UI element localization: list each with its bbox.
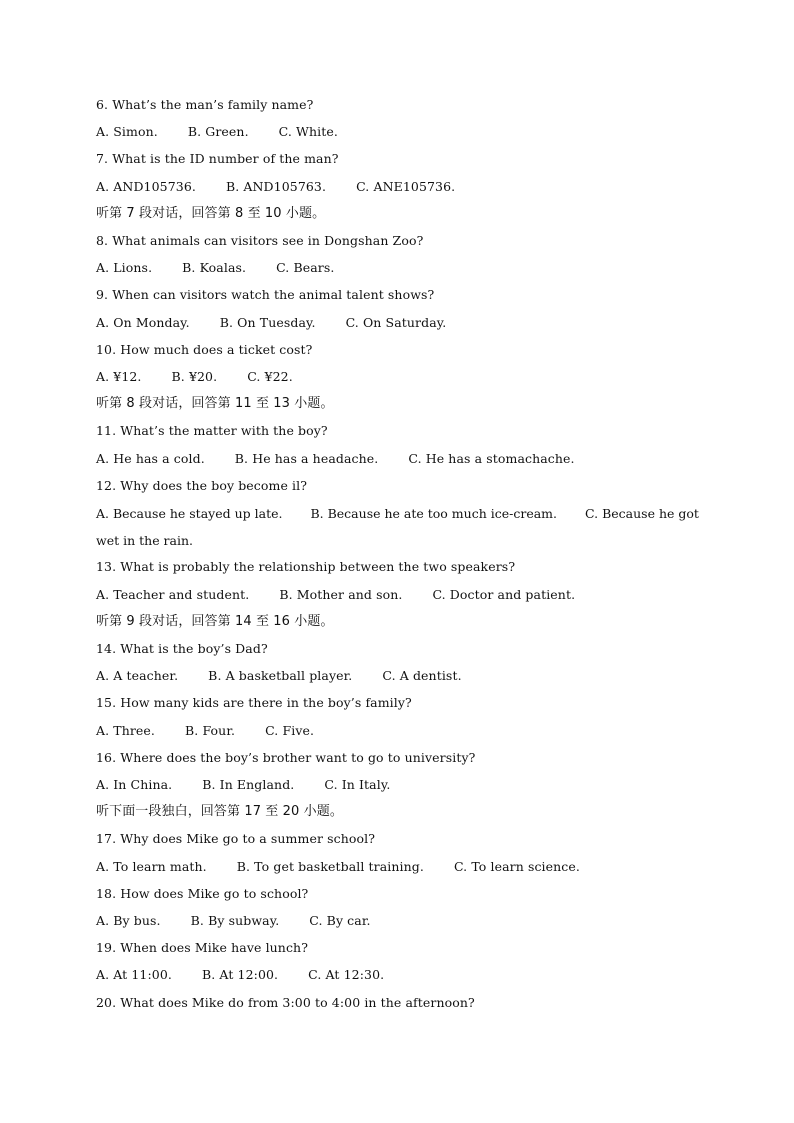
answer-options [96,122,706,142]
answer-options [96,449,706,469]
section-instruction: 听第 9 段对话，回答第 14 至 16 小题。 [96,613,334,629]
answer-option: A. Three. [96,722,156,738]
section-instruction: 听第 8 段对话，回答第 11 至 13 小题。 [96,396,334,412]
section-instruction: 听第 7 段对话，回答第 8 至 10 小题。 [96,205,326,221]
answer-option: B. Mother and son. [279,586,403,602]
answer-options [96,911,706,931]
answer-option: A. Lions. [96,260,153,276]
answer-options [96,585,706,605]
answer-option: B. Four. [185,722,236,738]
answer-option: A. At 11:00. [96,967,172,983]
answer-option: B. At 12:00. [201,967,279,983]
answer-option: A. To learn math. [96,858,207,874]
question: 20. What does Mike do from 3:00 to 4:00 in the afternoon? [96,994,475,1010]
answer-option: B. By subway. [190,913,280,928]
answer-option: A. ¥12. [96,369,142,384]
answer-options [96,721,706,741]
answer-option: A. He has a cold. [96,450,205,466]
answer-option: C. Because he got wet in the rain. [96,506,699,548]
answer-option: C. By car. [309,913,371,928]
answer-option: B. To get basketball training. [236,858,424,874]
question: 9. When can visitors watch the animal talent shows? [96,287,435,303]
answer-option: B. ¥20. [171,369,218,384]
answer-option: B. On Tuesday. [219,314,316,330]
answer-option: C. Doctor and patient. [432,586,576,602]
answer-option: A. Because he stayed up late. [96,506,283,521]
answer-options [96,367,706,387]
answer-option: A. On Monday. [96,314,190,330]
answer-option: B. Because he ate too much ice-cream. [310,506,557,521]
answer-option: C. To learn science. [453,858,580,874]
answer-option: A. Simon. [96,124,158,140]
answer-options [96,857,706,877]
answer-option: A. Teacher and student. [96,586,250,602]
answer-option: A. In China. [96,777,173,792]
answer-options [96,666,706,686]
answer-option: C. In Italy. [324,777,391,792]
question: 18. How does Mike go to school? [96,885,309,901]
answer-options [96,258,706,278]
answer-option: A. AND105736. [96,178,196,194]
answer-options [96,775,706,795]
answer-option: C. ANE105736. [356,178,456,194]
answer-option: C. Bears. [276,260,335,276]
answer-option: B. Green. [187,124,249,140]
answer-option: B. In England. [202,777,295,792]
answer-option: C. At 12:30. [308,967,385,983]
answer-option: C. He has a stomachache. [408,450,575,466]
answer-option: C. ¥22. [247,369,293,384]
question: 19. When does Mike have lunch? [96,940,309,956]
answer-option: B. A basketball player. [208,668,353,684]
answer-option: C. Five. [265,722,315,738]
answer-options-wrapped [96,500,700,554]
question: 16. Where does the boy’s brother want to go to university? [96,749,476,765]
answer-option: C. On Saturday. [345,314,447,330]
question: 7. What is the ID number of the man? [96,151,339,167]
question: 6. What’s the man’s family name? [96,97,314,112]
answer-options [96,313,706,333]
question: 10. How much does a ticket cost? [96,341,313,357]
question: 12. Why does the boy become il? [96,477,308,493]
question: 8. What animals can visitors see in Dongshan Zoo? [96,233,424,248]
answer-option: A. By bus. [96,913,161,928]
answer-option: C. White. [278,124,338,140]
section-instruction: 听下面一段独白，回答第 17 至 20 小题。 [96,804,343,820]
answer-option: C. A dentist. [382,668,462,684]
answer-option: A. A teacher. [96,668,179,684]
question: 15. How many kids are there in the boy’s family? [96,695,412,711]
answer-options [96,965,706,985]
question: 17. Why does Mike go to a summer school? [96,831,376,847]
question: 14. What is the boy’s Dad? [96,641,268,656]
question: 13. What is probably the relationship between the two speakers? [96,559,516,575]
question: 11. What’s the matter with the boy? [96,423,328,439]
answer-options [96,177,706,197]
answer-option: B. Koalas. [182,260,247,276]
answer-option: B. He has a headache. [234,450,379,466]
answer-option: B. AND105763. [225,178,327,194]
